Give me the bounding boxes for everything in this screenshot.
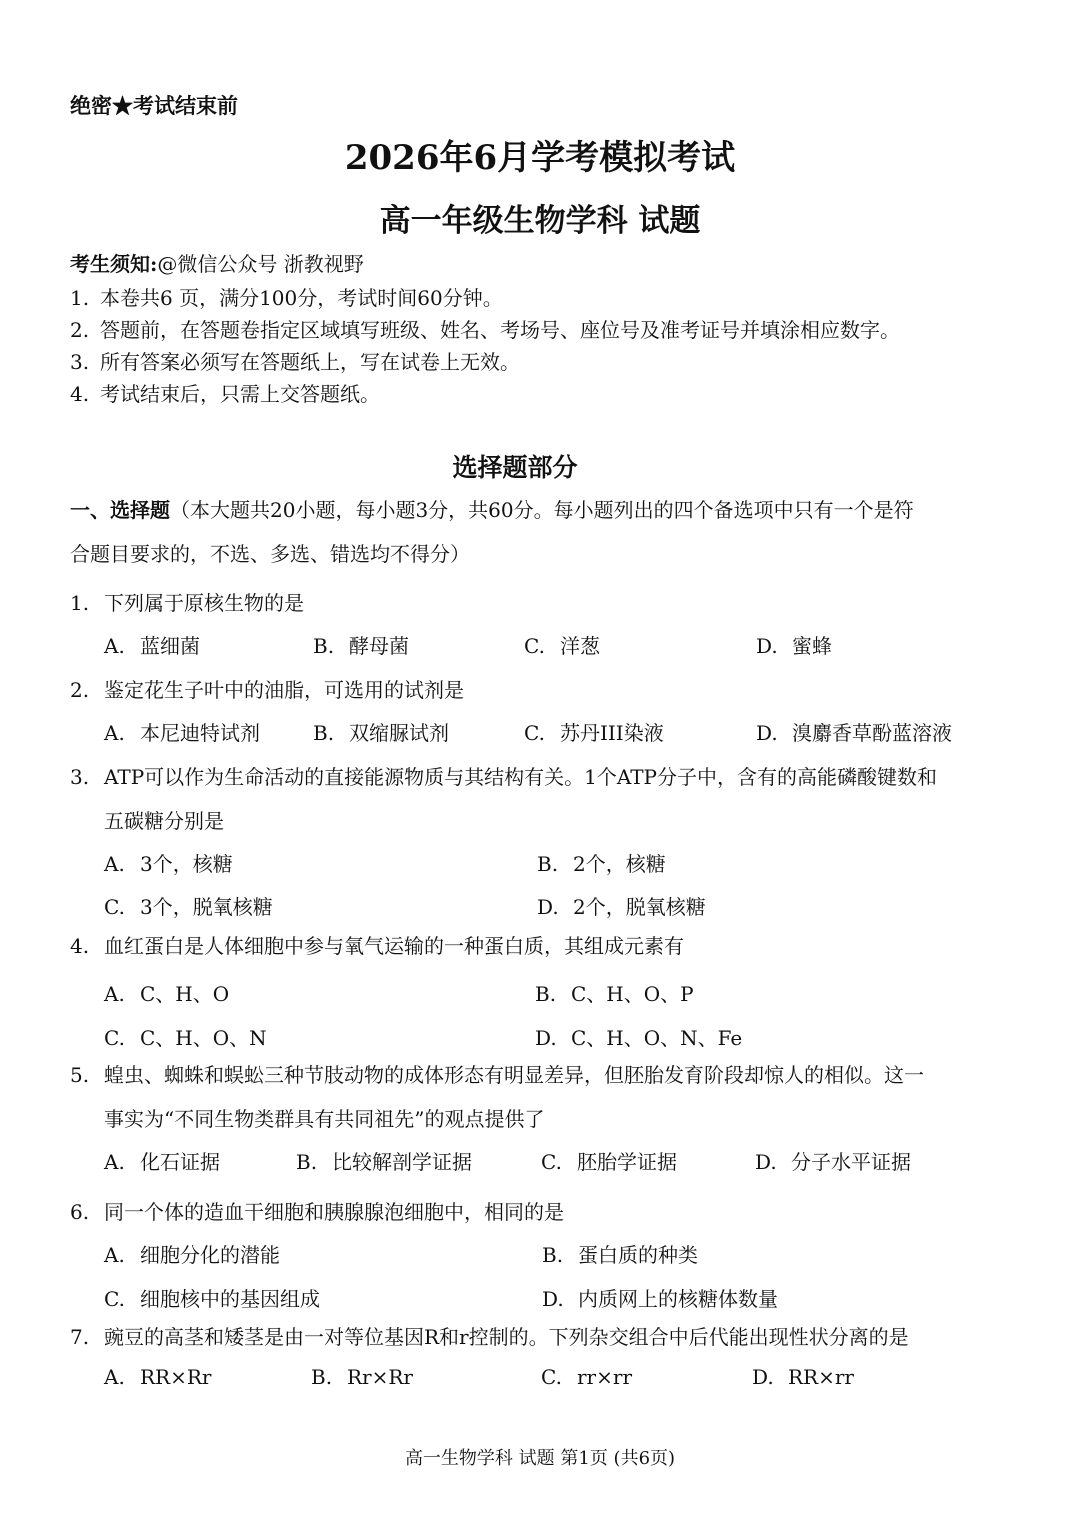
notice-item-text: 考试结束后，只需上交答题纸。 xyxy=(100,382,380,406)
option-letter: D. xyxy=(756,634,778,658)
option-text: 溴麝香草酚蓝溶液 xyxy=(792,721,952,745)
instructions-text: （本大题共20小题，每小题3分，共60分。每小题列出的四个备选项中只有一个是符 xyxy=(170,498,914,522)
question-number: 5. xyxy=(70,1063,90,1087)
option-text: 内质网上的核糖体数量 xyxy=(578,1287,778,1311)
option-text: Rr×Rr xyxy=(347,1365,413,1389)
question-stem xyxy=(70,1196,564,1225)
instructions-label: 一、选择题 xyxy=(70,498,170,522)
option-a xyxy=(104,848,233,877)
exam-title: 2026年6月学考模拟考试 xyxy=(344,138,736,178)
option-text: 胚胎学证据 xyxy=(577,1150,677,1174)
notice-item-text: 所有答案必须写在答题纸上，写在试卷上无效。 xyxy=(100,350,520,374)
notice-item-text: 答题前，在答题卷指定区域填写班级、姓名、考场号、座位号及准考证号并填涂相应数字。 xyxy=(100,318,900,342)
question-number: 1. xyxy=(70,591,90,615)
option-d xyxy=(756,717,952,746)
option-letter: B. xyxy=(313,634,335,658)
option-letter: B. xyxy=(535,982,557,1006)
option-text: C、H、O、P xyxy=(571,982,694,1006)
question-text: 下列属于原核生物的是 xyxy=(104,591,304,615)
confidential-label: 绝密★考试结束前 xyxy=(70,93,238,118)
option-text: 蜜蜂 xyxy=(792,634,832,658)
option-letter: A. xyxy=(104,1243,125,1267)
option-letter: A. xyxy=(104,852,125,876)
option-letter: A. xyxy=(104,1150,125,1174)
option-letter: C. xyxy=(104,1026,125,1050)
option-b xyxy=(311,1365,413,1389)
option-letter: D. xyxy=(755,1150,777,1174)
option-a xyxy=(104,978,229,1007)
option-text: 双缩脲试剂 xyxy=(349,721,449,745)
notice-heading xyxy=(70,248,364,277)
notice-source: @微信公众号 浙教视野 xyxy=(157,252,364,276)
option-letter: C. xyxy=(524,634,545,658)
option-letter: B. xyxy=(542,1243,564,1267)
question-number: 7. xyxy=(70,1325,90,1349)
option-text: RR×rr xyxy=(788,1365,854,1389)
question-text: 血红蛋白是人体细胞中参与氧气运输的一种蛋白质，其组成元素有 xyxy=(104,934,684,958)
section-instructions-cont: 合题目要求的，不选、多选、错选均不得分） xyxy=(70,542,470,566)
option-text: 2个，核糖 xyxy=(573,852,666,876)
option-letter: D. xyxy=(535,1026,557,1050)
option-text: 比较解剖学证据 xyxy=(332,1150,472,1174)
option-letter: C. xyxy=(104,1287,125,1311)
section-instructions xyxy=(70,494,914,523)
question-number: 2. xyxy=(70,678,90,702)
option-c xyxy=(541,1146,677,1175)
option-b xyxy=(542,1239,698,1268)
notice-label: 考生须知: xyxy=(70,252,158,276)
option-text: RR×Rr xyxy=(140,1365,212,1389)
option-d xyxy=(755,1146,911,1175)
option-letter: A. xyxy=(104,721,125,745)
option-b xyxy=(296,1146,472,1175)
question-stem xyxy=(70,1059,924,1088)
option-text: rr×rr xyxy=(577,1365,632,1389)
option-text: 分子水平证据 xyxy=(791,1150,911,1174)
question-text: ATP可以作为生命活动的直接能源物质与其结构有关。1个ATP分子中，含有的高能磷酸键数和 xyxy=(104,765,938,789)
option-a xyxy=(104,717,260,746)
option-letter: A. xyxy=(104,982,125,1006)
page-footer: 高一生物学科 试题 第1页 (共6页) xyxy=(404,1448,676,1469)
question-number: 3. xyxy=(70,765,90,789)
section-title: 选择题部分 xyxy=(452,453,578,482)
notice-item-number: 1. xyxy=(70,286,90,310)
option-c xyxy=(524,630,600,659)
option-text: 3个，脱氧核糖 xyxy=(140,895,273,919)
option-c xyxy=(104,891,273,920)
option-letter: B. xyxy=(311,1365,333,1389)
option-text: 细胞分化的潜能 xyxy=(140,1243,280,1267)
option-letter: C. xyxy=(104,895,125,919)
option-letter: D. xyxy=(756,721,778,745)
option-b xyxy=(313,630,409,659)
option-text: 蛋白质的种类 xyxy=(578,1243,698,1267)
option-letter: C. xyxy=(541,1150,562,1174)
option-d xyxy=(752,1365,854,1389)
option-letter: D. xyxy=(537,895,559,919)
option-letter: D. xyxy=(542,1287,564,1311)
option-c xyxy=(524,717,664,746)
option-c xyxy=(104,1022,267,1051)
option-a xyxy=(104,1365,212,1389)
option-text: 化石证据 xyxy=(140,1150,220,1174)
option-b xyxy=(535,978,694,1007)
question-stem xyxy=(70,587,304,616)
option-text: C、H、O、N xyxy=(140,1026,267,1050)
question-text-cont: 五碳糖分别是 xyxy=(104,809,224,833)
question-number: 6. xyxy=(70,1200,90,1224)
question-stem xyxy=(70,1321,909,1350)
question-stem xyxy=(70,930,684,959)
option-text: C、H、O、N、Fe xyxy=(571,1026,743,1050)
option-text: 本尼迪特试剂 xyxy=(140,721,260,745)
option-text: 3个，核糖 xyxy=(140,852,233,876)
question-text: 鉴定花生子叶中的油脂，可选用的试剂是 xyxy=(104,678,464,702)
option-d xyxy=(542,1283,778,1312)
exam-subtitle: 高一年级生物学科 试题 xyxy=(379,203,701,239)
option-c xyxy=(104,1283,320,1312)
notice-item-number: 4. xyxy=(70,382,90,406)
option-d xyxy=(535,1022,742,1051)
option-letter: B. xyxy=(313,721,335,745)
option-letter: B. xyxy=(296,1150,318,1174)
option-letter: A. xyxy=(104,1365,125,1389)
option-letter: A. xyxy=(104,634,125,658)
notice-item xyxy=(70,378,380,407)
notice-item-text: 本卷共6 页，满分100分，考试时间60分钟。 xyxy=(100,286,503,310)
option-d xyxy=(537,891,706,920)
notice-item xyxy=(70,346,520,375)
option-b xyxy=(313,717,449,746)
notice-item xyxy=(70,282,503,311)
option-text: 蓝细菌 xyxy=(140,634,200,658)
option-text: 苏丹III染液 xyxy=(560,721,664,745)
question-text-cont: 事实为“不同生物类群具有共同祖先”的观点提供了 xyxy=(104,1107,545,1131)
option-letter: D. xyxy=(752,1365,774,1389)
option-a xyxy=(104,1239,280,1268)
notice-item-number: 2. xyxy=(70,318,90,342)
option-text: 细胞核中的基因组成 xyxy=(140,1287,320,1311)
option-text: 洋葱 xyxy=(560,634,600,658)
question-text: 蝗虫、蜘蛛和蜈蚣三种节肢动物的成体形态有明显差异，但胚胎发育阶段却惊人的相似。这一 xyxy=(104,1063,924,1087)
question-text: 豌豆的高茎和矮茎是由一对等位基因R和r控制的。下列杂交组合中后代能出现性状分离的是 xyxy=(104,1325,909,1349)
option-letter: C. xyxy=(541,1365,562,1389)
option-text: C、H、O xyxy=(140,982,230,1006)
option-letter: C. xyxy=(524,721,545,745)
option-c xyxy=(541,1365,632,1389)
question-number: 4. xyxy=(70,934,90,958)
option-d xyxy=(756,630,832,659)
option-b xyxy=(537,848,666,877)
question-text: 同一个体的造血干细胞和胰腺腺泡细胞中，相同的是 xyxy=(104,1200,564,1224)
notice-item-number: 3. xyxy=(70,350,90,374)
option-a xyxy=(104,630,200,659)
question-stem xyxy=(70,761,937,790)
option-a xyxy=(104,1146,220,1175)
question-stem xyxy=(70,674,464,703)
option-text: 2个，脱氧核糖 xyxy=(573,895,706,919)
option-text: 酵母菌 xyxy=(349,634,409,658)
option-letter: B. xyxy=(537,852,559,876)
notice-item xyxy=(70,314,900,343)
